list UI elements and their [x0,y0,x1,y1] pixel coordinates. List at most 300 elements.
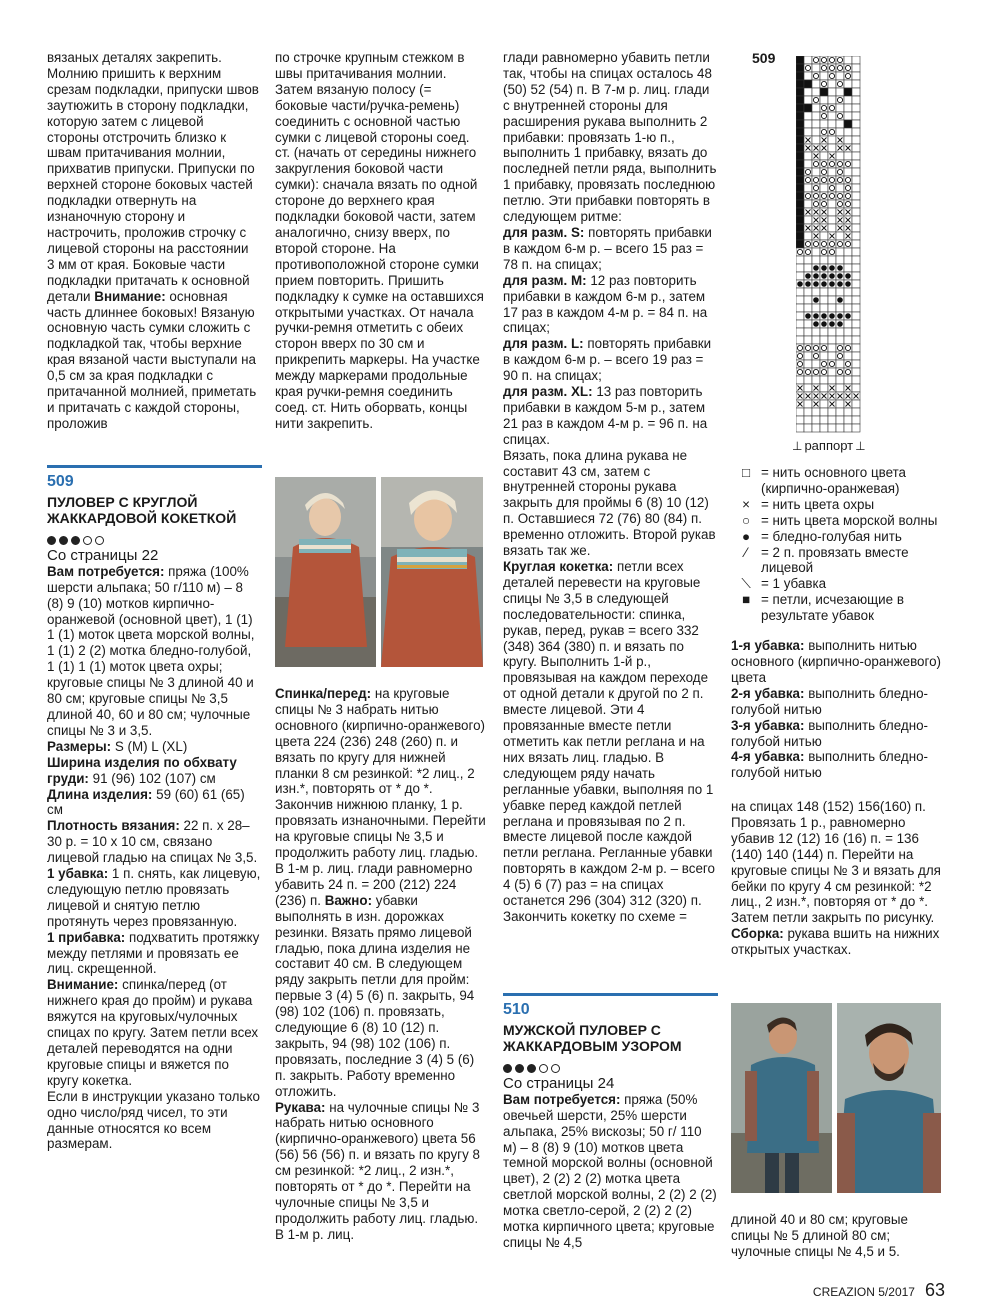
chart-cell [828,344,836,352]
chart-cell [852,288,860,296]
chart-cell [844,128,852,136]
chart-cell [852,72,860,80]
dec1-label: 1-я убавка: [731,638,805,654]
size-l-text: повторять прибавки в каждом 6-м р. – всего 19 раз = 90 п. на спицах; [503,336,712,384]
chart-cell [852,112,860,120]
chart-cell [828,296,836,304]
chart-cell [844,336,852,344]
chart-cell-dot [813,321,819,327]
chart-cell [796,184,804,192]
chart-cell [812,80,820,88]
source-page: Со страницы 22 [47,546,159,564]
chart-cell [844,288,852,296]
repeat-label: раппорт [804,438,854,453]
chart-cell [836,248,844,256]
chart-cell [852,320,860,328]
chart-cell [812,256,820,264]
chart-cell-dot [813,297,819,303]
section-510 [503,1002,717,1251]
chart-cell-dot [837,297,843,303]
chart-cell [828,352,836,360]
materials-label: Вам потребуется: [47,563,165,579]
chart-cell [820,296,828,304]
chart-legend [731,465,946,781]
chart-cell-dot [829,313,835,319]
difficulty-rating [47,536,261,545]
chart-cell-dot [845,273,851,279]
difficulty-dot-empty [539,1064,548,1073]
chart-cell [804,384,812,392]
assembly-label: Сборка: [731,926,784,942]
chart-cell [796,192,804,200]
section-title: ПУЛОВЕР С КРУГЛОЙ ЖАККАРДОВОЙ КОКЕТКОЙ [47,493,237,526]
chart-cell [828,88,836,96]
chart-cell [804,120,812,128]
chart-cell [820,120,828,128]
chart-cell [820,152,828,160]
chart-cell [820,328,828,336]
chart-cell [852,176,860,184]
legend-text: = 1 убавка [761,576,827,592]
section-rule-509 [47,465,262,468]
chart-cell [844,104,852,112]
chart-cell [852,408,860,416]
chart-cell [844,96,852,104]
chart-cell [796,96,804,104]
chart-cell-dot [813,313,819,319]
dec3-text: выполнить бледно-голубой нитью [731,717,928,749]
s510-continued-text: длиной 40 и 80 см; круговые спицы № 5 длиной 80 см; чулочные спицы № 4,5 и 5. [731,1212,908,1259]
col1-body: вязаных деталях закрепить. Молнию пришить к верхним срезам подкладки, припуски швов заутюжить в сторону подкладки, которую затем с лицевой стороны отстрочить близко к швам притачивания молнии, прихватив припуски. Припуски по верхней стороне боковых частей подкладки отвернуть на изнаночную сторону и настрочить, проложив строчку с лицевой стороны на расстоянии 3 мм от края. Боковые части подкладки притачать к основной детали [47,50,259,304]
chart-cell [796,328,804,336]
chart-cell [844,112,852,120]
chart-cell [804,408,812,416]
chart-cell [796,56,804,64]
chart-cell [852,160,860,168]
chart-cell [796,128,804,136]
dec4-text: выполнить бледно-голубой нитью [731,749,928,781]
chart-cell-dot [813,273,819,279]
legend-text: = петли, исчезающие в результате убавок [761,592,904,624]
important-text: убавки выполнять в изн. дорожках резинки. Вязать прямо лицевой гладью, пока длина изделия не составит 40 см. В следующем ряду закрыть петли для пройм: первые 3 (4) 5 (6) п. закрыть, 94 (98) 102 (106) п. провязать, следующие 6 (8) 10 (12) п. закрыть, 94 (98) 102 (106) п. провязать, последние 3 (4) 5 (6) п. закрыть. Работу временно отложить. [275,892,475,1099]
chart-cell [820,384,828,392]
difficulty-dot-filled [515,1064,524,1073]
chart-cell [804,264,812,272]
col2-body: по строчке крупным стежком в швы притачивания молнии. Затем вязаную полосу (= боковые части/ручка-ремень) соединить с основной частью сумки с лицевой стороны соед. ст. (начать от середины нижнего закругления боковой части сумки): сначала вязать по одной стороне до верхнего края подкладки боковой части, затем аналогично, снизу вверх, по второй стороне. На противоположной стороне сумки прием повторить. Пришить подкладку к сумке на оставшихся открытыми участках. От начала ручки-ремня отметить с обеих сторон вверх по 30 см и прикрепить маркеры. На участке между маркерами продольные края ручки-ремня соединить соед. ст. Нить оборвать, концы нити закрепить. [275,50,484,431]
sleeve-text: на чулочные спицы № 3 набрать нитью основного (кирпично-оранжевого) цвета 56 (56) 56 (56) п. и вязать по кругу 8 см резинкой: *2 лиц., 2 изн.*, повторять от * до *. Перейти на чулочные спицы № 3,5 и продолжить работу лиц. гладью. В 1-м р. лиц. [275,1099,480,1242]
chart-cell [804,128,812,136]
size-m-label: для разм. M: [503,272,587,288]
difficulty-dot-filled [71,536,80,545]
legend-symbol: □ [741,465,751,480]
decrease-text: 1 п. снять, как лицевую, следующую петлю провязать лицевой и снятую петлю протянуть через провязанную. [47,866,261,929]
chart-cell [852,240,860,248]
chart-cell [796,376,804,384]
chart-cell-dot [797,281,803,287]
chart-cell [796,144,804,152]
chart-cell [820,288,828,296]
chart-cell [852,416,860,424]
chart-cell [852,376,860,384]
yoke-label: Круглая кокетка: [503,559,614,574]
chart-cell [804,304,812,312]
chart-cell [828,96,836,104]
chart-cell [852,104,860,112]
legend-item [731,529,946,545]
chart-cell [852,424,860,432]
difficulty-rating [503,1064,717,1073]
chart-label: 509 [752,50,776,66]
chart-cell [836,336,844,344]
assembly-text: рукава вшить на нижних открытых участках. [731,926,940,958]
chart-cell [828,120,836,128]
chart-cell [796,80,804,88]
chart-cell [804,200,812,208]
chart-cell-dot [837,281,843,287]
chart-cell [820,232,828,240]
photo-510-man-closeup [837,1003,941,1193]
legend-item [731,545,946,577]
chart-cell [820,336,828,344]
legend-item [731,465,946,497]
chart-cell [828,408,836,416]
chart-cell [804,296,812,304]
col1-warn-label: Внимание: [94,288,166,304]
chart-cell-dot [813,281,819,287]
size-l-label: для разм. L: [503,336,584,352]
chart-cell [844,352,852,360]
chart-cell [796,224,804,232]
chart-cell [804,424,812,432]
chart-cell [804,112,812,120]
chart-cell [796,264,804,272]
chart-cell [820,376,828,384]
magazine-issue: CREAZION 5/2017 [812,1285,915,1299]
difficulty-dot-empty [551,1064,560,1073]
chart-cell [828,376,836,384]
legend-list [731,465,946,624]
chart-cell [852,208,860,216]
chart-cell [812,416,820,424]
chart-cell [828,200,836,208]
sizes-text: S (M) L (XL) [114,738,188,754]
density-text: 22 п. х 28–30 р. = 10 х 10 см, связано лицевой гладью на спицах № 3,5. [47,818,258,866]
chart-cell [804,376,812,384]
chart-cell [836,72,844,80]
chart-cell [804,80,812,88]
chart-cell [812,304,820,312]
back-text: на круговые спицы № 3 набрать нитью основного (кирпично-оранжевого) цвета 224 (236) 248 (260) п. и вязать по кругу для нижней планки 8 см резинкой: *2 лиц., 2 изн.*, повторять от * до *. Закончив нижнюю планку, 1 р. провязать изнаночными. Перейти на круговые спицы № 3,5 и продолжить работу лиц. гладью. В 1-м р. лиц. глади равномерно убавить 24 п. = 200 (212) 224 (236) п. [275,686,486,908]
chart-cell [804,328,812,336]
chart-cell-dot [837,273,843,279]
chart-cell [836,288,844,296]
chart-cell [852,144,860,152]
chart-cell [796,208,804,216]
legend-symbol: ⟍ [741,576,751,592]
chart-cell [796,176,804,184]
chart-cell [804,416,812,424]
chart-cell [820,72,828,80]
chart-cell [844,320,852,328]
chart-cell [852,232,860,240]
chart-cell [828,144,836,152]
length-text: 59 (60) 61 (65) см [47,786,245,818]
chart-cell [796,72,804,80]
chart-cell [836,256,844,264]
chart-cell [836,376,844,384]
chart-cell [852,88,860,96]
chart-cell [828,168,836,176]
chart-cell-dot [829,265,835,271]
chart-cell [836,120,844,128]
chart-cell [836,304,844,312]
chart-cell [844,88,852,96]
chart-cell [796,136,804,144]
size-s-text: повторять прибавки в каждом 6-м р. – всего 15 раз = 78 п. на спицах; [503,224,712,272]
chest-label: Ширина изделия по обхвату груди: [47,754,237,786]
chart-cell [844,424,852,432]
col3-text [503,50,717,925]
chart-cell [852,336,860,344]
chart-cell [844,416,852,424]
chart-cell-dot [805,281,811,287]
difficulty-dot-filled [59,536,68,545]
chart-cell [852,368,860,376]
chart-cell [844,168,852,176]
chart-cell [852,128,860,136]
difficulty-dot-filled [47,536,56,545]
chart-cell [796,424,804,432]
dec3-label: 3-я убавка: [731,717,805,733]
chart-cell [820,96,828,104]
chart-cell [812,136,820,144]
chart-cell [796,304,804,312]
section-title: МУЖСКОЙ ПУЛОВЕР С ЖАККАРДОВЫМ УЗОРОМ [503,1021,682,1054]
chart-cell [852,360,860,368]
chart-cell [828,112,836,120]
chart-cell [796,152,804,160]
chart-cell [844,120,852,128]
chart-cell [836,184,844,192]
difficulty-dot-filled [527,1064,536,1073]
chart-cell [796,408,804,416]
chart-cell [804,104,812,112]
chart-cell [796,240,804,248]
chart-cell [804,184,812,192]
chart-cell [852,96,860,104]
legend-item [731,592,946,624]
chart-cell [828,368,836,376]
chart-cell [852,136,860,144]
chart-cell [812,408,820,416]
chart-cell [852,168,860,176]
chart-cell [828,256,836,264]
col1-top-text [47,50,259,432]
chart-cell-dot [845,313,851,319]
chart-cell [812,112,820,120]
chart-cell [828,224,836,232]
chest-text: 91 (96) 102 (107) см [92,770,216,786]
chart-cell [812,168,820,176]
length-label: Длина изделия: [47,786,153,802]
chart-cell [852,352,860,360]
difficulty-dot-empty [83,536,92,545]
chart-cell [844,256,852,264]
chart-cell [820,400,828,408]
materials-label: Вам потребуется: [503,1091,621,1107]
legend-item [731,497,946,513]
chart-cell [796,288,804,296]
warning-text: спинка/перед (от нижнего края до пройм) и рукава вяжутся на круговых/чулочных спицах по кругу. Затем петли всех деталей переводятся на одни круговые спицы и вяжется по кругу кокетка. [47,977,259,1088]
back-label: Спинка/перед: [275,686,372,701]
chart-cell [804,56,812,64]
chart-cell [844,264,852,272]
legend-symbol: ○ [741,512,751,528]
chart-cell [812,376,820,384]
repeat-marker: ⊥ раппорт ⊥ [792,438,866,453]
chart-cell [820,88,828,96]
chart-cell [804,400,812,408]
chart-cell [820,304,828,312]
chart-cell [852,248,860,256]
chart-cell [844,136,852,144]
chart-cell [804,320,812,328]
chart-cell [812,64,820,72]
chart-cell [828,336,836,344]
legend-text: = нить основного цвета (кирпично-оранжевая) [761,465,907,496]
chart-cell [804,360,812,368]
col3-intro: глади равномерно убавить петли так, чтобы на спицах осталось 48 (50) 52 (54) п. В 7-м р. лиц. глади с внутренней стороны для расширения рукава выполнить 2 прибавки: провязать 1-ю п., выполнить 1 прибавку, вязать до последней петли ряда, выполнить 1 прибавку, провязать последнюю петлю. Эти прибавки повторять в следующем ритме: [503,50,717,225]
chart-cell [820,408,828,416]
chart-cell [852,184,860,192]
chart-cell [852,256,860,264]
chart-cell [820,256,828,264]
chart-cell [852,328,860,336]
chart-cell [796,272,804,280]
chart-cell [828,80,836,88]
chart-cell [796,88,804,96]
chart-cell [796,296,804,304]
increase-label: 1 прибавка: [47,929,126,945]
col2-top-text [275,50,487,432]
chart-cell [852,80,860,88]
chart-cell [836,88,844,96]
chart-cell [820,424,828,432]
legend-text: = 2 п. провязать вместе лицевой [761,544,909,576]
chart-cell-dot [821,265,827,271]
sizes-label: Размеры: [47,738,112,754]
legend-symbol: ● [741,528,751,544]
chart-cell [804,152,812,160]
chart-cell [836,360,844,368]
increase-text: подхватить протяжку между петлями и провязать ее лиц. скрещенной. [47,929,260,977]
chart-cell-dot [845,281,851,287]
source-page: Со страницы 24 [503,1074,615,1092]
legend-symbol: × [742,496,750,512]
chart-cell [828,208,836,216]
chart-cell [852,312,860,320]
note-text: Если в инструкции указано только одно число/ряд чисел, то эти данные относятся ко всем размерам. [47,1088,260,1152]
chart-cell [812,104,820,112]
legend-text: = нить цвета морской волны [761,512,938,528]
chart-cell [836,104,844,112]
warning-label: Внимание: [47,977,119,993]
chart-cell [844,248,852,256]
section-number: 509 [47,473,74,490]
photo-509-woman-sitting [275,477,376,667]
chart-cell [828,288,836,296]
chart-cell [796,160,804,168]
chart-cell [804,216,812,224]
size-xl-label: для разм. XL: [503,384,593,400]
chart-cell [796,64,804,72]
chart-cell [852,400,860,408]
chart-cell [852,296,860,304]
knitting-chart-509 [752,50,892,455]
chart-cell [812,288,820,296]
materials-text: пряжа (50% овечьей шерсти, 25% шерсти альпака, 25% вискозы; 50 г/ 110 м) – 8 (8) 9 (10) мотков цвета темной морской волны (основной цвет), 2 (2) 2 (2) мотка цвета светлой морской волны, 2 (2) 2 (2) мотка светло-серой, 2 (2) 2 (2) мотка кирпичного цвета; круговые спицы № 4,5 [503,1091,717,1250]
chart-cell [836,408,844,416]
chart-cell [796,168,804,176]
size-s-label: для разм. S: [503,224,585,240]
chart-cell [804,72,812,80]
chart-cell [828,416,836,424]
decrease-notes [731,638,946,781]
chart-cell [828,216,836,224]
chart-cell [844,328,852,336]
dec4-label: 4-я убавка: [731,749,805,765]
dec1-text: выполнить нитью основного (кирпично-оранжевого) цвета [731,638,941,685]
chart-cell-dot [837,313,843,319]
neck-text: на спицах 148 (152) 156(160) п. Провязать 1 р., равномерно убавив 12 (12) 16 (16) п. = 136 (140) 140 (144) п. Перейти на круговые спицы № 3 и вязать для бейки по кругу 4 см резинкой: *2 лиц., 2 изн.*, повторяя от * до *. Затем петли закрыть по рисунку. [731,799,941,926]
chart-cell [796,200,804,208]
chart-cell [844,304,852,312]
chart-cell [836,128,844,136]
chart-cell [796,312,804,320]
chart-cell [836,384,844,392]
chart-cell [836,416,844,424]
photo-510-man-standing [731,1003,832,1193]
chart-cell [852,56,860,64]
size-m-text: 12 раз повторить прибавки в каждом 6-м р., затем 17 раз в каждом 4-м р. = 84 п. на спицах; [503,272,708,336]
chart-cell [828,136,836,144]
chart-cell [804,96,812,104]
chart-cell [796,256,804,264]
chart-cell [796,216,804,224]
chart-cell [804,256,812,264]
sleeve-label: Рукава: [275,1099,326,1115]
chart-cell-dot [829,281,835,287]
chart-cell [812,424,820,432]
chart-cell-dot [813,265,819,271]
materials-text: пряжа (100% шерсти альпака; 50 г/110 м) – 8 (8) 9 (10) мотков кирпично-оранжевой (основной цвет), 1 (1) 1 (1) моток цвета морской волны, 1 (1) 2 (2) мотка бледно-голубой, 1 (1) 1 (1) моток цвета охры; круговые спицы № 3 длиной 40 и 80 см; круговые спицы № 3,5 длиной 40, 60 и 80 см; чулочные спицы № 3 и 3,5. [47,563,255,738]
chart-cell [844,408,852,416]
yoke-text: петли всех деталей перевести на круговые спицы № 3,5 в следующей последовательности: спинка, рукав, перед, рукав = всего 332 (348) 364 (380) п. и вязать по кругу. Выполнить 1-й р., провязывая на каждом переходе от одной детали к другой по 2 п. вместе лицевой. Эти 4 провязанные вместе петли отметить как петли реглана и на них вязать лиц. гладью. В следующем ряду начать регланные убавки, выполняя по 1 убавке перед каждой петлей реглана и провязывая по 2 п. вместе лицевой после каждой петли реглана. Регланные убавки повторять в каждом 2-м р. – всего 4 (5) 6 (7) раз = на спицах останется 296 (304) 312 (320) п. Закончить кокетку по схеме = [503,559,715,924]
col2-bottom-text [275,686,487,1243]
chart-cell-dot [821,273,827,279]
col4-text [731,799,943,958]
chart-cell [836,328,844,336]
chart-cell-dot [805,313,811,319]
chart-cell [796,232,804,240]
legend-text: = бледно-голубая нить [761,528,902,544]
chart-cell [828,304,836,312]
section-number: 510 [503,1001,530,1018]
chart-cell-dot [837,265,843,271]
chart-cell [852,216,860,224]
page-footer [813,1280,945,1301]
dec2-text: выполнить бледно-голубой нитью [731,685,928,717]
